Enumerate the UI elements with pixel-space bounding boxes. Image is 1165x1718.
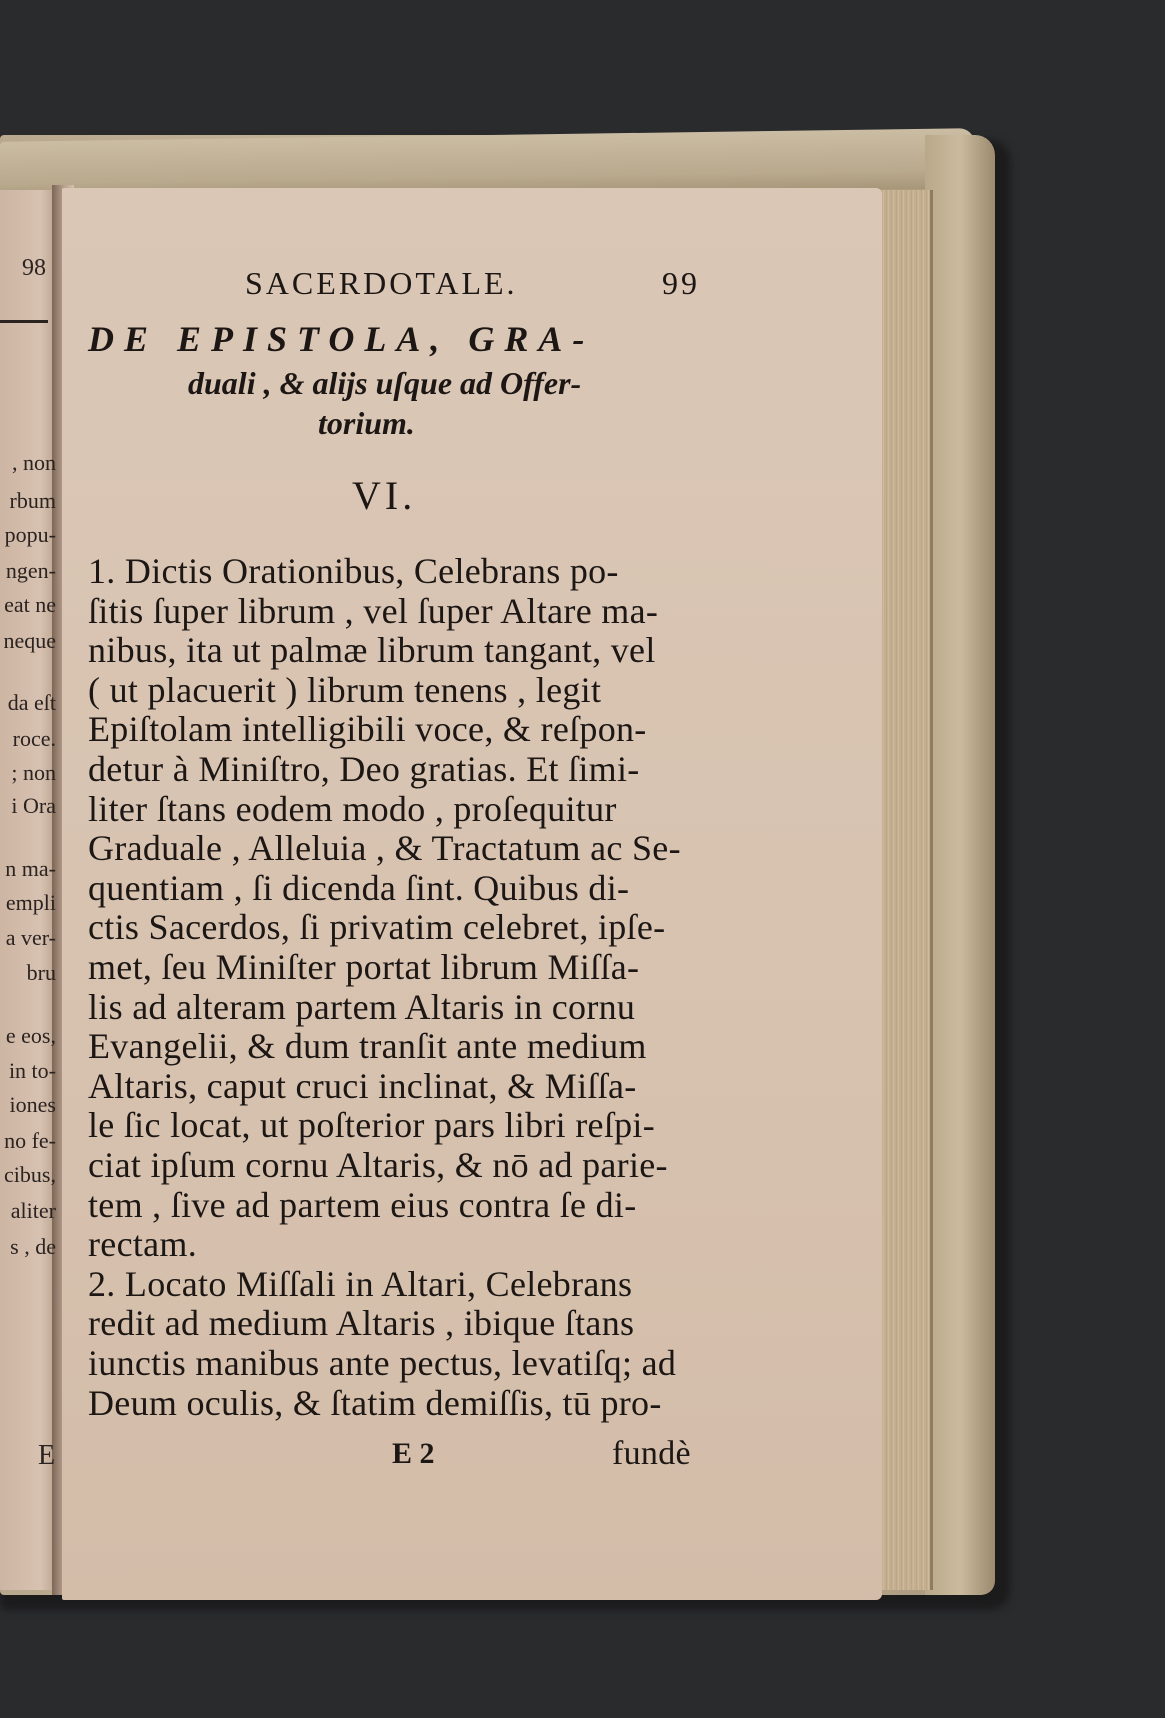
section-heading-line-3: torium. [318, 405, 415, 441]
body-line: Evangelii, & dum tranſit ante medium [88, 1026, 647, 1066]
left-margin-fragment: popu- [4, 522, 56, 547]
body-line: Deum oculis, & ſtatim demiſſis, tū pro- [88, 1383, 662, 1423]
left-margin-fragment: empli [5, 890, 56, 915]
body-line: ſitis ſuper librum , vel ſuper Altare ma- [88, 591, 659, 631]
left-margin-fragment: neque [3, 628, 56, 653]
body-line: detur à Miniſtro, Deo gratias. Et ſimi- [88, 749, 640, 789]
body-line: tem , ſive ad partem eius contra ſe di- [88, 1185, 637, 1225]
body-line: lis ad alteram partem Altaris in cornu [88, 987, 636, 1027]
left-margin-fragment: eat ne [4, 592, 56, 617]
left-margin-fragment: a ver- [5, 925, 56, 950]
left-margin-fragment: ; non [11, 760, 56, 785]
left-margin-fragment: in to- [8, 1058, 56, 1083]
left-margin-fragment: rbum [9, 488, 56, 513]
body-line: 2. Locato Miſſali in Altari, Celebrans [88, 1264, 633, 1304]
body-line: rectam. [88, 1224, 198, 1264]
left-margin-fragment: aliter [10, 1198, 56, 1223]
left-margin-fragment: s , de [10, 1234, 56, 1259]
left-page-signature: E [38, 1440, 56, 1471]
left-margin-fragment: n ma- [5, 856, 56, 881]
left-margin-fragment: i Ora [11, 793, 56, 818]
left-margin-fragment: bru [26, 960, 56, 985]
left-margin-fragment: e eos, [5, 1023, 56, 1048]
body-line: le ſic locat, ut poſterior pars libri reſpi- [88, 1105, 656, 1145]
body-line: Epiſtolam intelligibili voce, & reſpon- [88, 709, 647, 749]
left-page-number: 98 [22, 255, 46, 281]
catchword: fundè [612, 1435, 691, 1472]
left-margin-fragment: no fe- [4, 1128, 56, 1153]
section-heading-line-2: duali , & alijs uſque ad Offer- [188, 365, 582, 401]
left-margin-fragment: roce. [12, 726, 56, 751]
page-number: 99 [662, 265, 700, 301]
left-margin-fragment: ngen- [5, 558, 56, 583]
section-heading-line-1: DE EPISTOLA, GRA- [88, 319, 595, 359]
body-line: 1. Dictis Orationibus, Celebrans po- [88, 551, 619, 591]
left-margin-fragment: cibus, [4, 1162, 56, 1187]
body-line: nibus, ita ut palmæ librum tangant, vel [88, 630, 656, 670]
left-margin-fragment: iones [9, 1092, 56, 1117]
body-line: ctis Sacerdos, ſi privatim celebret, ipſe- [88, 907, 666, 947]
body-line: Graduale , Alleluia , & Tractatum ac Se- [88, 828, 681, 868]
signature-mark: E 2 [392, 1437, 435, 1470]
chapter-number: VI. [352, 473, 417, 518]
left-page-rule [0, 320, 48, 323]
running-head: SACERDOTALE. [245, 265, 518, 301]
body-line: Altaris, caput cruci inclinat, & Miſſa- [88, 1066, 637, 1106]
left-margin-fragment: da eſt [7, 690, 56, 715]
left-margin-fragment: , non [12, 450, 56, 475]
body-line: met, ſeu Miniſter portat librum Miſſa- [88, 947, 640, 987]
body-line: redit ad medium Altaris , ibique ſtans [88, 1303, 635, 1343]
cover-right-edge [925, 135, 995, 1595]
body-line: ciat ipſum cornu Altaris, & nō ad parie- [88, 1145, 668, 1185]
body-line: quentiam , ſi dicenda ſint. Quibus di- [88, 868, 630, 908]
body-line: ( ut placuerit ) librum tenens , legit [88, 670, 602, 710]
body-line: iunctis manibus ante pectus, levatiſq; ad [88, 1343, 677, 1383]
body-line: liter ſtans eodem modo , proſequitur [88, 789, 617, 829]
